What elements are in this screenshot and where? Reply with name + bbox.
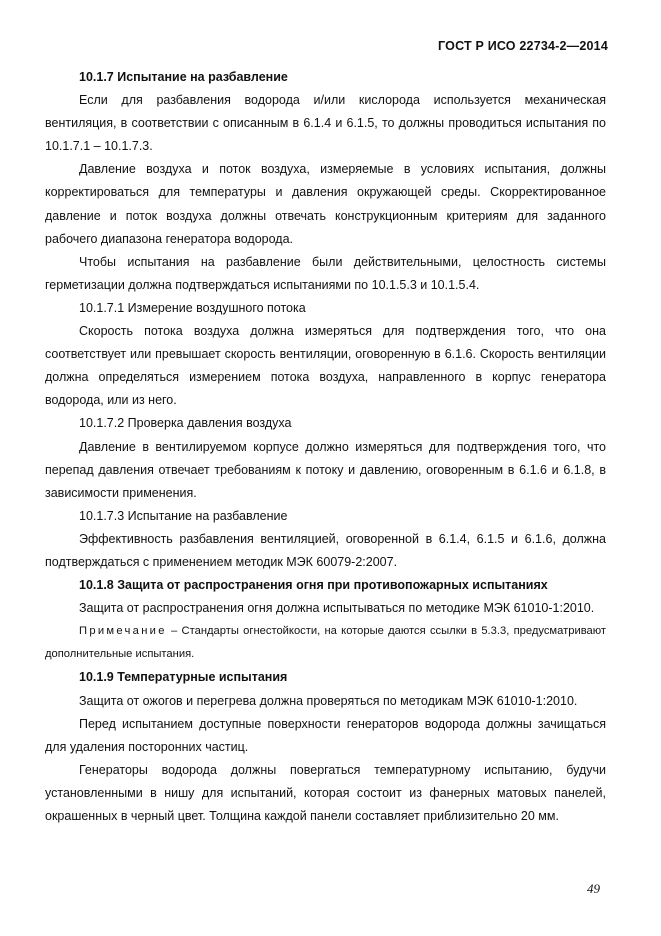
paragraph-pressure-check: Давление в вентилируемом корпусе должно измеряться для подтверждения того, что перепад давления отвечает требованиям к потоку и давлению, оговоренным в 6.1.6 и 6.1.8, в зависимости применения. [45,439,606,500]
paragraph-surface-cleaning: Перед испытанием доступные поверхности генераторов водорода должны зачищаться для удаления посторонних частиц. [45,716,606,754]
standard-header: ГОСТ Р ИСО 22734-2—2014 [438,39,608,53]
paragraph-dilution-efficiency: Эффективность разбавления вентиляцией, оговоренной в 6.1.4, 6.1.5 и 6.1.6, должна подтверждаться с применением методик МЭК 60079-2:2007. [45,531,606,569]
paragraph-validity-conditions: Чтобы испытания на разбавление были действительными, целостность системы герметизации должна подтверждаться испытаниями по 10.1.5.3 и 10.1.5.4. [45,254,606,292]
paragraph-ventilation-tests: Если для разбавления водорода и/или кислорода используется механическая вентиляция, в соответствии с описанным в 6.1.4 и 6.1.5, то должны проводиться испытания по 10.1.7.1 – 10.1.7.3. [45,93,606,154]
subsection-heading-10-1-7-2: 10.1.7.2 Проверка давления воздуха [79,416,292,431]
subsection-heading-10-1-7-3: 10.1.7.3 Испытание на разбавление [79,508,288,523]
note-label: Примечание [79,625,167,638]
document-body [45,66,606,828]
page-number: 49 [587,881,600,896]
paragraph-air-pressure-correction: Давление воздуха и поток воздуха, измеряемые в условиях испытания, должны корректироваться для температуры и давления окружающей среды. Скорректированное давление и поток воздуха должны отвечать конструкционным критериям для заданного рабочего диапазона генератора водорода. [45,162,606,246]
note-fire-standards [45,620,606,666]
section-heading-10-1-9: 10.1.9 Температурные испытания [79,670,288,685]
paragraph-airflow-measurement: Скорость потока воздуха должна измеряться для подтверждения того, что она соответствует или превышает скорость вентиляции, оговоренную в 6.1.6. Скорость вентиляции должна определяться измерением потока воздуха, направленного в корпус генератора водорода, или из него. [45,324,606,408]
section-heading-10-1-8: 10.1.8 Защита от распространения огня при противопожарных испытаниях [79,578,548,593]
section-heading-10-1-7: 10.1.7 Испытание на разбавление [79,70,288,84]
note-text: – Стандарты огнестойкости, на которые даются ссылки в 5.3.3, предусматривают дополнительные испытания. [45,625,606,661]
subsection-heading-10-1-7-1: 10.1.7.1 Измерение воздушного потока [79,300,306,315]
paragraph-burn-protection: Защита от ожогов и перегрева должна проверяться по методикам МЭК 61010-1:2010. [79,693,578,708]
paragraph-fire-spread-test: Защита от распространения огня должна испытываться по методике МЭК 61010-1:2010. [79,601,595,616]
paragraph-temperature-test-setup: Генераторы водорода должны повергаться температурному испытанию, будучи установленными в нишу для испытаний, которая состоит из фанерных матовых панелей, окрашенных в черный цвет. Толщина каждой панели составляет приблизительно 20 мм. [45,762,606,823]
